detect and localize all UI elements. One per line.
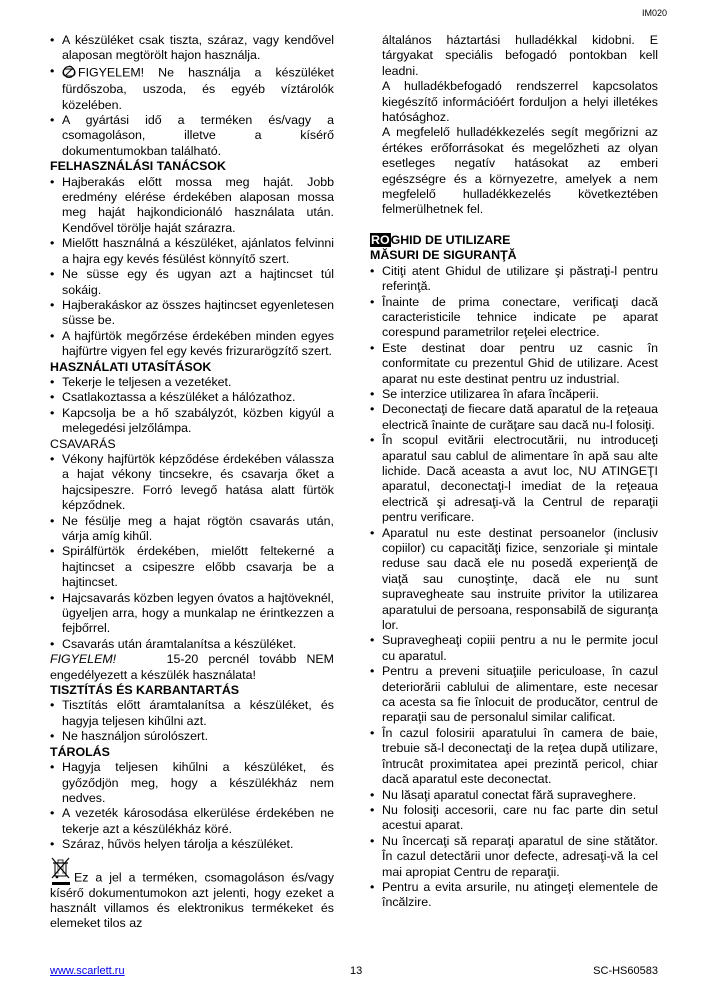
list-item: • Vékony hajfürtök képződése érdekében válassza a hajat vékony tincsekre, és csavarja őket a hajcsipeszre. Forró levegő hatása alatt fürtök képződnek.: [50, 452, 334, 514]
left-column: [50, 33, 334, 932]
safety-list: [370, 264, 658, 911]
document-code: IM020: [641, 8, 667, 18]
list-item: • A gyártási idő a terméken és/vagy a csomagoláson, illetve a kísérő dokumentumokban található.: [50, 113, 334, 159]
list-item: • Hajberakáskor az összes hajtincset egyenletesen süsse be.: [50, 298, 334, 329]
storage-heading: TÁROLÁS: [50, 744, 110, 759]
usage-list: [50, 375, 334, 437]
curling-heading: CSAVARÁS: [50, 436, 116, 451]
usage-time-warning: [50, 652, 334, 683]
list-item: • Este destinat doar pentru uz casnic în conformitate cu prezentul Ghid de utilizare. Acest aparat nu este destinat pentru uz industrial.: [370, 341, 658, 387]
intro-list: [50, 33, 334, 159]
disposal-paragraph-1: általános háztartási hulladékkal kidobni. E tárgyakat speciális befogadó pontokban kell leadni.: [382, 33, 658, 78]
ro-guide-heading: [370, 233, 658, 248]
warning-label: FIGYELEM!: [50, 652, 117, 667]
list-item: • Nu încercaţi să reparaţi aparatul de sine stătător. În cazul detectării unor defecte, adresaţi-vă la cel mai apropiat Centru de reparaţii.: [370, 834, 658, 880]
list-item: • Înainte de prima conectare, verificaţi dacă caracteristicile tehnice indicate pe aparat corespund parametrilor reţelei electrice.: [370, 295, 658, 341]
care-heading: TISZTÍTÁS ÉS KARBANTARTÁS: [50, 683, 240, 698]
list-item: • Deconectaţi de fiecare dată aparatul de la reţeaua electrică înainte de curăţare sau dacă nu-l folosiţi.: [370, 402, 658, 433]
list-item: • Tisztítás előtt áramtalanítsa a készüléket, és hagyja teljesen kihűlni azt.: [50, 698, 334, 729]
safety-heading: MĂSURI DE SIGURANŢĂ: [370, 248, 517, 263]
website-link[interactable]: www.scarlett.ru: [50, 965, 125, 977]
disposal-paragraph-2: A hulladékbefogadó rendszerrel kapcsolatos kiegészítő információért forduljon a helyi illetékes hatósághoz.: [382, 79, 658, 125]
list-item: • Kapcsolja be a hő szabályzót, közben kigyúl a melegedési jelzőlámpa.: [50, 406, 334, 437]
list-item: • Pentru a evita arsurile, nu atingeţi elementele de încălzire.: [370, 880, 658, 911]
tips-list: [50, 175, 334, 360]
section-spacer: [370, 218, 658, 233]
list-item: • Se interzice utilizarea în afara încăperii.: [370, 387, 658, 402]
list-item: • Ne süsse egy és ugyan azt a hajtincset túl sokáig.: [50, 267, 334, 298]
crossed-bin-icon: [50, 856, 72, 886]
curling-list: [50, 452, 334, 652]
list-item: • Hajcsavarás közben legyen óvatos a hajtöveknél, ügyeljen arra, hogy a munkalap ne érintkezzen a fejbőrrel.: [50, 591, 334, 637]
list-item: • Hagyja teljesen kihűlni a készüléket, és győződjön meg, hogy a készülékház nem nedves.: [50, 760, 334, 806]
list-item: • Tekerje le teljesen a vezetéket.: [50, 375, 334, 390]
list-item: • A hajfürtök megőrzése érdekében minden egyes hajfürtre vigyen fel egy kevés frizurarögzítő szert.: [50, 329, 334, 360]
storage-list: [50, 760, 334, 852]
list-item: • Nu lăsaţi aparatul conectat fără supraveghere.: [370, 788, 658, 803]
warning-text: 15-20 percnél tovább NEM engedélyezett a készülék használata!: [50, 652, 334, 682]
tips-heading: FELHASZNÁLÁSI TANÁCSOK: [50, 159, 226, 174]
language-code-badge: RO: [371, 232, 390, 247]
list-item: • Ne fésülje meg a hajat rögtön csavarás után, várja amíg kihűl.: [50, 514, 334, 545]
list-item: • Mielőtt használná a készüléket, ajánlatos felvinni a hajra egy kevés fésülést könnyítő szert.: [50, 236, 334, 267]
disposal-paragraph-3: A megfelelő hulladékkezelés segít megőrizni az értékes erőforrásokat és megelőzheti az olyan esetleges negatív hatásokat az emberi egészségre és a környezetre, amelyek a nem megfelelő hulladékkezelés következtében felmerülhetnek fel.: [382, 125, 658, 217]
list-item: • Száraz, hűvös helyen tárolja a készüléket.: [50, 837, 334, 852]
list-item: • Hajberakás előtt mossa meg haját. Jobb eredmény elérése érdekében alaposan mossa meg haját hajkondicionáló használata után. Kendővel törölje haját szárazra.: [50, 175, 334, 237]
model-number: SC-HS60583: [593, 965, 658, 977]
list-item: [50, 64, 334, 113]
weee-text: Ez a jel a terméken, csomagoláson és/vagy kísérő dokumentumokon azt jelenti, hogy ezeket a használt villamos és elektronikus termékeket és elemeket tilos az: [50, 870, 334, 931]
weee-paragraph: [50, 856, 334, 932]
right-column: [370, 33, 658, 911]
page-number: 13: [350, 965, 363, 977]
list-item: • Citiţi atent Ghidul de utilizare şi păstraţi-l pentru referinţă.: [370, 264, 658, 295]
list-item: • Pentru a preveni situaţiile periculoase, în cazul deteriorării cablului de alimentare, este necesar ca acesta sa fie înlocuit de producător, centrul de reparaţii sau de personalul similar calificat.: [370, 664, 658, 726]
list-item: • Nu folosiţi accesorii, care nu fac parte din setul acestui aparat.: [370, 803, 658, 834]
list-item: • Spirálfürtök érdekében, mielőtt feltekerné a hajtincset a csipeszre előbb csavarja be a hajtincset.: [50, 544, 334, 590]
list-item: • Csavarás után áramtalanítsa a készüléket.: [50, 637, 334, 652]
warning-bathroom-text: FIGYELEM! Ne használja a készüléket fürdőszoba, uszoda, és egyéb víztárolók közelében.: [62, 65, 334, 112]
list-item: • Ne használjon súrolószert.: [50, 729, 334, 744]
care-list: [50, 698, 334, 744]
list-item: • Supravegheaţi copiii pentru a nu le permite jocul cu aparatul.: [370, 633, 658, 664]
list-item: • A vezeték károsodása elkerülése érdekében ne tekerje azt a készülékház köré.: [50, 806, 334, 837]
weee-block: [50, 856, 334, 932]
list-item: • În cazul folosirii aparatului în camera de baie, trebuie să-l deconectaţi de la reţea după utilizare, întrucât proximitatea apei prezintă pericol, chiar dacă aparatul este deconectat.: [370, 726, 658, 788]
list-item: • În scopul evitării electrocutării, nu introduceţi aparatul sau cablul de alimentare în apă sau alte lichide. Dacă aceasta a avut loc, NU ATINGEŢI aparatul, deconectaţi-l imediat de la reţeaua electrică şi adresaţi-vă la Centrul de reparaţii pentru verificare.: [370, 433, 658, 525]
usage-heading: HASZNÁLATI UTASÍTÁSOK: [50, 359, 212, 374]
list-item: • Aparatul nu este destinat persoanelor (inclusiv copiilor) cu capacităţi fizice, senzoriale şi mintale reduse sau dacă ele nu posedă experienţă de viaţă sau cunoştinţe, dacă ele nu sunt supravegheate sau instruite privitor la utilizarea aparatului de persoana, responsabilă de siguranţa lor.: [370, 526, 658, 634]
list-item: • A készüléket csak tiszta, száraz, vagy kendővel alaposan megtörölt hajon használja.: [50, 33, 334, 64]
no-water-warning-icon: [62, 64, 78, 82]
guide-title: GHID DE UTILIZARE: [390, 232, 511, 247]
list-item: • Csatlakoztassa a készüléket a hálózathoz.: [50, 390, 334, 405]
page-footer: [50, 965, 658, 979]
